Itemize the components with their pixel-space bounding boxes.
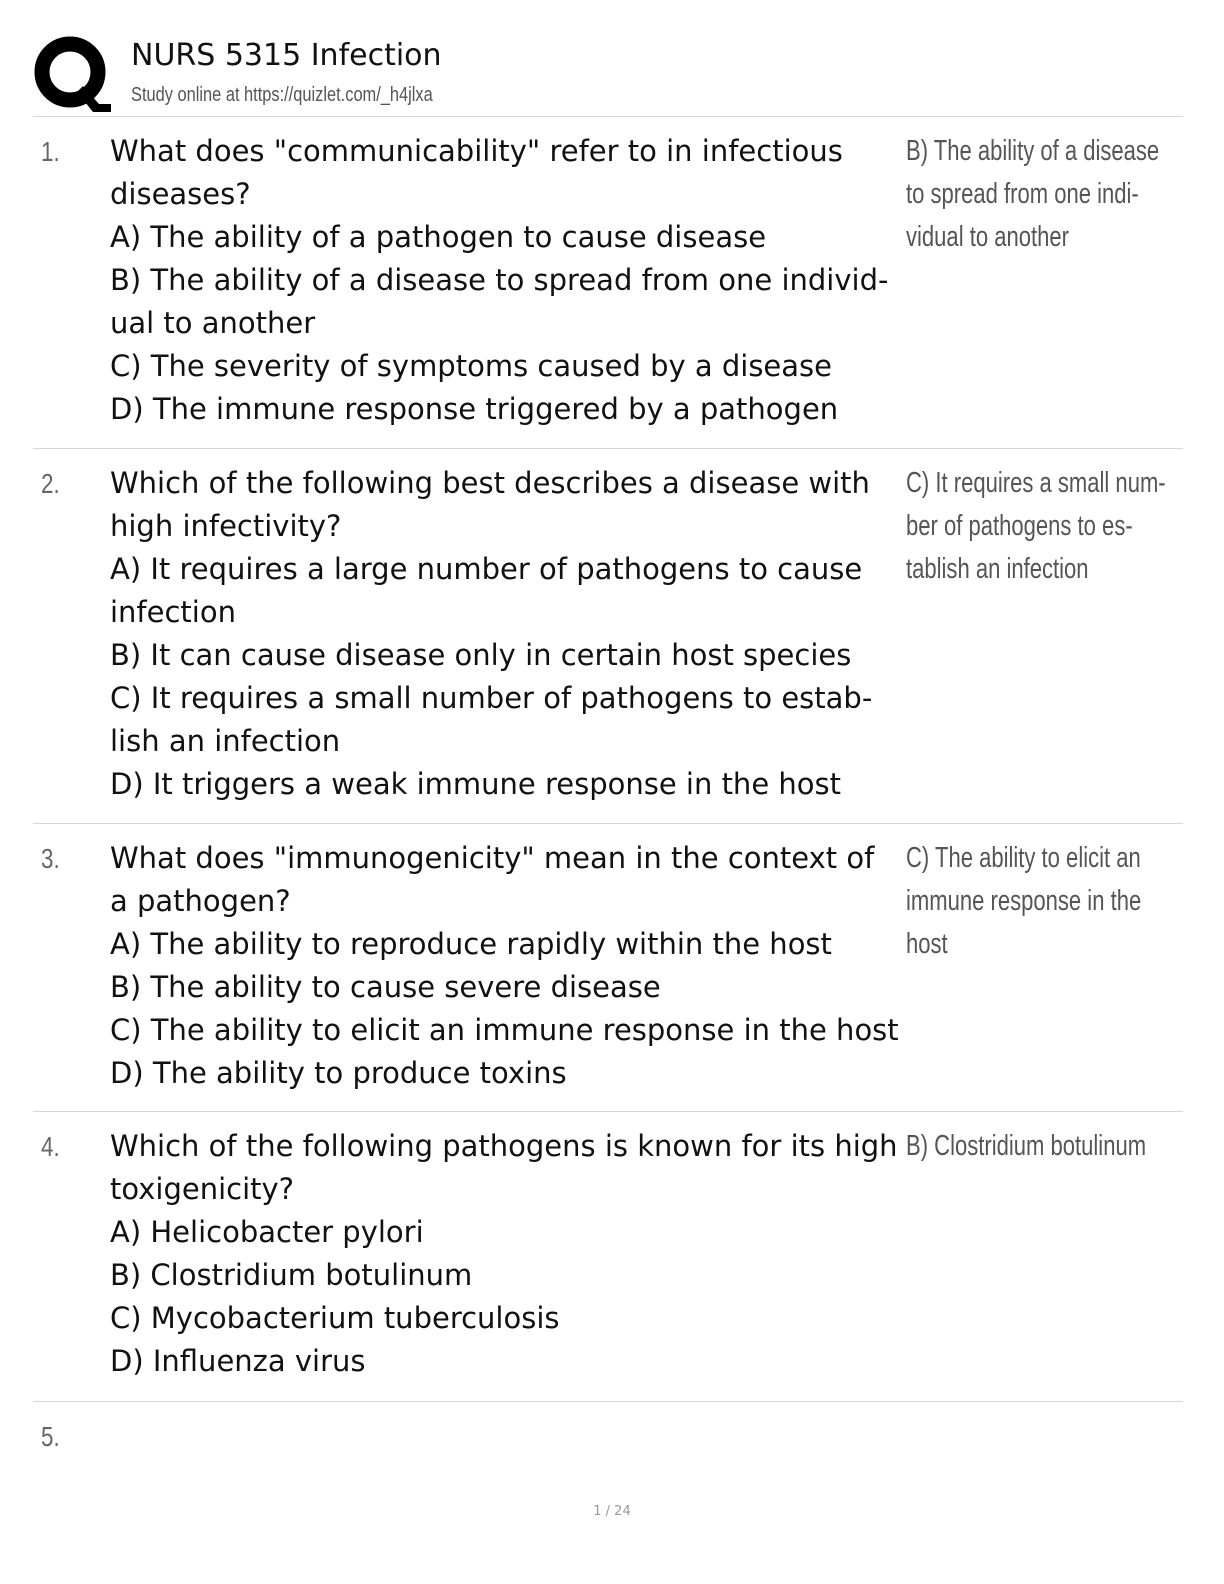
- answer-line: B) Clostridium botulinum: [906, 1130, 1147, 1162]
- answer-line: ber of pathogens to es-: [906, 510, 1133, 542]
- study-online-link[interactable]: Study online at https://quizlet.com/_h4jlxa: [131, 84, 433, 106]
- option-line: C) It requires a small number of pathogens to estab-: [110, 681, 873, 715]
- quizlet-logo-icon: [33, 34, 111, 112]
- option-line: D) Influenza virus: [110, 1344, 366, 1378]
- option-line: D) The ability to produce toxins: [110, 1056, 567, 1090]
- answer-line: vidual to another: [906, 221, 1069, 253]
- question-line: Which of the following best describes a disease with: [110, 466, 870, 500]
- card-question: [110, 837, 905, 1095]
- option-line: A) The ability of a pathogen to cause disease: [110, 220, 767, 254]
- option-line: C) Mycobacterium tuberculosis: [110, 1301, 560, 1335]
- option-line: A) It requires a large number of pathogens to cause: [110, 552, 863, 586]
- option-line: ual to another: [110, 306, 316, 340]
- answer-line: B) The ability of a disease: [906, 135, 1160, 167]
- option-line: B) The ability of a disease to spread from one individ-: [110, 263, 889, 297]
- answer-line: C) The ability to elicit an: [906, 842, 1141, 874]
- card-answer: [906, 462, 1166, 591]
- card-question: [110, 130, 905, 431]
- answer-line: immune response in the: [906, 885, 1142, 917]
- card-answer: [906, 130, 1160, 259]
- card-number: 5.: [41, 1421, 60, 1452]
- question-line: What does "immunogenicity" mean in the context of: [110, 841, 875, 875]
- question-line: high infectivity?: [110, 509, 342, 543]
- answer-line: to spread from one indi-: [906, 178, 1139, 210]
- option-line: D) It triggers a weak immune response in the host: [110, 767, 841, 801]
- option-line: D) The immune response triggered by a pathogen: [110, 392, 839, 426]
- option-line: B) Clostridium botulinum: [110, 1258, 473, 1292]
- card-answer: [906, 837, 1157, 966]
- option-line: C) The ability to elicit an immune response in the host: [110, 1013, 899, 1047]
- divider: [33, 448, 1183, 449]
- card-answer: [906, 1125, 1157, 1168]
- card-question: [110, 1125, 905, 1383]
- divider: [33, 1111, 1183, 1112]
- divider: [33, 1401, 1183, 1402]
- option-line: B) It can cause disease only in certain host species: [110, 638, 852, 672]
- divider: [33, 116, 1183, 117]
- option-line: lish an infection: [110, 724, 341, 758]
- option-line: B) The ability to cause severe disease: [110, 970, 661, 1004]
- question-line: toxigenicity?: [110, 1172, 295, 1206]
- option-line: infection: [110, 595, 236, 629]
- answer-line: tablish an infection: [906, 553, 1089, 585]
- option-line: A) Helicobacter pylori: [110, 1215, 424, 1249]
- question-line: a pathogen?: [110, 884, 291, 918]
- card-question: [110, 462, 905, 806]
- option-line: C) The severity of symptoms caused by a disease: [110, 349, 832, 383]
- card-number: 3.: [41, 843, 60, 874]
- document-title: NURS 5315 Infection: [131, 38, 442, 73]
- page-header: [33, 30, 1183, 116]
- page-indicator: 1 / 24: [593, 1504, 631, 1519]
- divider: [33, 823, 1183, 824]
- question-line: What does "communicability" refer to in infectious: [110, 134, 843, 168]
- answer-line: C) It requires a small num-: [906, 467, 1166, 499]
- option-line: A) The ability to reproduce rapidly within the host: [110, 927, 832, 961]
- card-number: 2.: [41, 468, 60, 499]
- question-line: Which of the following pathogens is known for its high: [110, 1129, 898, 1163]
- card-number: 4.: [41, 1131, 60, 1162]
- card-number: 1.: [41, 136, 60, 167]
- question-line: diseases?: [110, 177, 251, 211]
- answer-line: host: [906, 928, 948, 960]
